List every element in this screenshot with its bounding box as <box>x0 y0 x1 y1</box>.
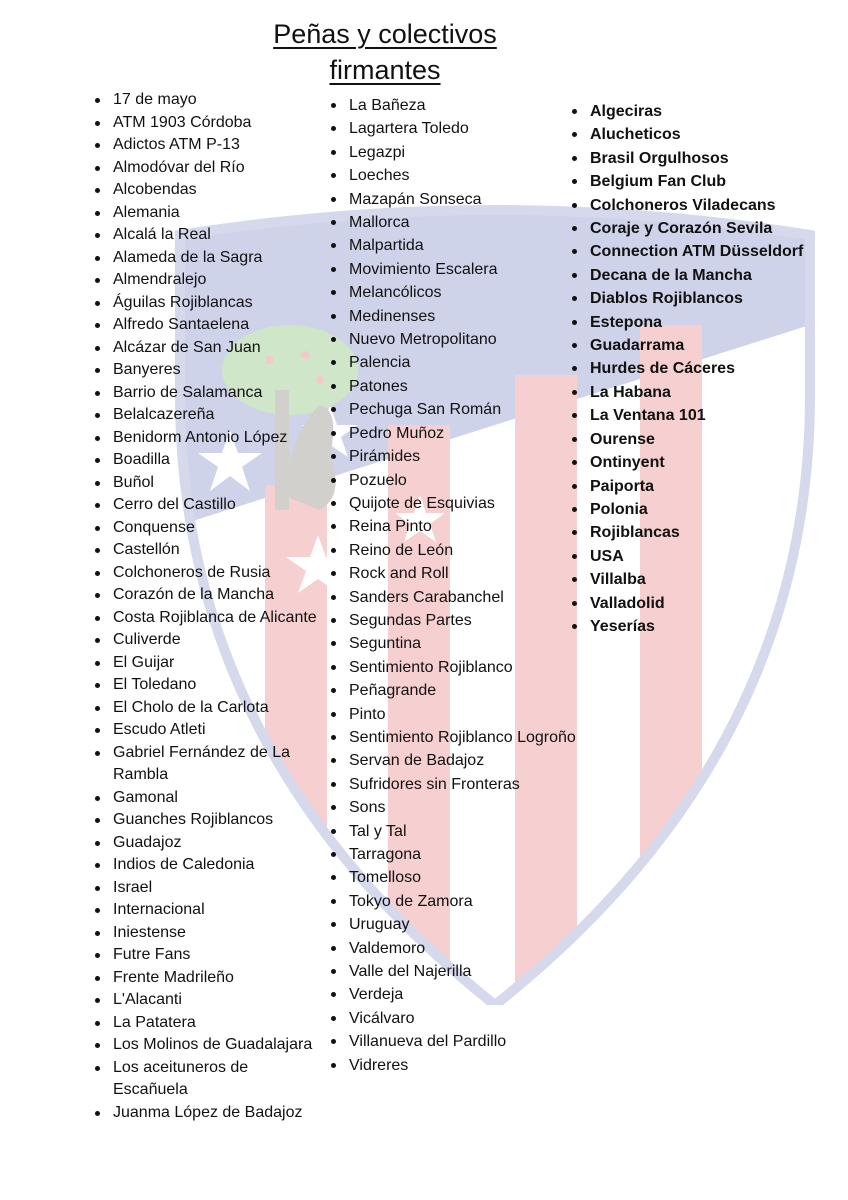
list-item: La Habana <box>590 381 840 404</box>
list-item: Connection ATM Düsseldorf <box>590 240 840 263</box>
list-item: Pinto <box>349 703 609 726</box>
list-item: Yeserías <box>590 615 840 638</box>
list-item: Pirámides <box>349 445 609 468</box>
list-item: La Bañeza <box>349 94 609 117</box>
list-item: Pedro Muñoz <box>349 422 609 445</box>
list-item: Palencia <box>349 351 609 374</box>
list-item: El Toledano <box>113 674 318 697</box>
list-item: Indios de Caledonia <box>113 854 318 877</box>
list-item: Vidreres <box>349 1054 609 1077</box>
list-item: Segundas Partes <box>349 609 609 632</box>
list-item: La Patatera <box>113 1012 318 1035</box>
list-item: Almodóvar del Río <box>113 157 318 180</box>
list-item: Tal y Tal <box>349 820 609 843</box>
list-item: USA <box>590 545 840 568</box>
list-item: Futre Fans <box>113 944 318 967</box>
list-item: Peñagrande <box>349 679 609 702</box>
list-item: Los Molinos de Guadalajara <box>113 1034 318 1057</box>
list-item: Valladolid <box>590 592 840 615</box>
list-item: Seguntina <box>349 632 609 655</box>
list-item: Vicálvaro <box>349 1007 609 1030</box>
list-item: Paiporta <box>590 475 840 498</box>
list-item: Benidorm Antonio López <box>113 427 318 450</box>
list-item: Mallorca <box>349 211 609 234</box>
list-item: Nuevo Metropolitano <box>349 328 609 351</box>
list-item: Colchoneros Viladecans <box>590 194 840 217</box>
list-item: Lagartera Toledo <box>349 117 609 140</box>
list-item: Diablos Rojiblancos <box>590 287 840 310</box>
list-item: Israel <box>113 877 318 900</box>
list-item: Gamonal <box>113 787 318 810</box>
list-item: Movimiento Escalera <box>349 258 609 281</box>
signatories-list-column-3 <box>590 100 840 638</box>
list-item: Sentimiento Rojiblanco Logroño <box>349 726 609 749</box>
list-item: Alcalá la Real <box>113 224 318 247</box>
list-item: Villanueva del Pardillo <box>349 1030 609 1053</box>
list-item: Quijote de Esquivias <box>349 492 609 515</box>
list-item: Uruguay <box>349 913 609 936</box>
list-item: Belgium Fan Club <box>590 170 840 193</box>
list-item: Guadajoz <box>113 832 318 855</box>
list-item: Algeciras <box>590 100 840 123</box>
list-item: Los aceituneros de Escañuela <box>113 1057 318 1102</box>
list-item: Cerro del Castillo <box>113 494 318 517</box>
list-item: Internacional <box>113 899 318 922</box>
list-item: Hurdes de Cáceres <box>590 357 840 380</box>
list-item: ATM 1903 Córdoba <box>113 112 318 135</box>
list-item: Melancólicos <box>349 281 609 304</box>
list-item: Costa Rojiblanca de Alicante <box>113 607 318 630</box>
list-item: Medinenses <box>349 305 609 328</box>
list-item: Alucheticos <box>590 123 840 146</box>
list-item: Gabriel Fernández de La Rambla <box>113 742 318 787</box>
list-item: Iniestense <box>113 922 318 945</box>
list-item: Reina Pinto <box>349 515 609 538</box>
list-item: Rojiblancas <box>590 521 840 544</box>
list-item: Banyeres <box>113 359 318 382</box>
list-item: Frente Madrileño <box>113 967 318 990</box>
list-item: Mazapán Sonseca <box>349 188 609 211</box>
list-item: Belalcazereña <box>113 404 318 427</box>
list-item: Pozuelo <box>349 469 609 492</box>
list-item: Reino de León <box>349 539 609 562</box>
list-item: Alcázar de San Juan <box>113 337 318 360</box>
list-item: Juanma López de Badajoz <box>113 1102 318 1125</box>
list-item: Servan de Badajoz <box>349 749 609 772</box>
list-item: Corazón de la Mancha <box>113 584 318 607</box>
signatories-list-column-1 <box>113 89 318 1124</box>
list-item: Águilas Rojiblancas <box>113 292 318 315</box>
list-item: Sanders Carabanchel <box>349 586 609 609</box>
list-item: Valle del Najerilla <box>349 960 609 983</box>
list-item: La Ventana 101 <box>590 404 840 427</box>
list-item: Decana de la Mancha <box>590 264 840 287</box>
list-item: Sufridores sin Fronteras <box>349 773 609 796</box>
list-item: Guadarrama <box>590 334 840 357</box>
list-item: Brasil Orgulhosos <box>590 147 840 170</box>
list-item: Rock and Roll <box>349 562 609 585</box>
list-item: Castellón <box>113 539 318 562</box>
list-item: Sons <box>349 796 609 819</box>
list-item: Culiverde <box>113 629 318 652</box>
list-item: Valdemoro <box>349 937 609 960</box>
list-item: Conquense <box>113 517 318 540</box>
list-item: Guanches Rojiblancos <box>113 809 318 832</box>
list-item: Escudo Atleti <box>113 719 318 742</box>
list-item: Alameda de la Sagra <box>113 247 318 270</box>
list-item: Boadilla <box>113 449 318 472</box>
list-item: Ourense <box>590 428 840 451</box>
list-item: Sentimiento Rojiblanco <box>349 656 609 679</box>
list-item: Polonia <box>590 498 840 521</box>
list-item: Villalba <box>590 568 840 591</box>
list-item: Barrio de Salamanca <box>113 382 318 405</box>
list-item: Estepona <box>590 311 840 334</box>
list-item: Verdeja <box>349 983 609 1006</box>
page-title <box>240 16 530 88</box>
list-item: Adictos ATM P-13 <box>113 134 318 157</box>
page-title-line-2: firmantes <box>329 55 441 85</box>
page-title-line-1: Peñas y colectivos <box>273 19 497 49</box>
list-item: Tokyo de Zamora <box>349 890 609 913</box>
list-item: Almendralejo <box>113 269 318 292</box>
list-item: Tomelloso <box>349 866 609 889</box>
list-item: Patones <box>349 375 609 398</box>
list-item: Legazpi <box>349 141 609 164</box>
list-item: Tarragona <box>349 843 609 866</box>
signatories-list-column-2 <box>349 94 609 1077</box>
list-item: Coraje y Corazón Sevila <box>590 217 840 240</box>
list-item: Alfredo Santaelena <box>113 314 318 337</box>
list-item: Alcobendas <box>113 179 318 202</box>
list-item: 17 de mayo <box>113 89 318 112</box>
list-item: L'Alacanti <box>113 989 318 1012</box>
list-item: Pechuga San Román <box>349 398 609 421</box>
list-item: Malpartida <box>349 234 609 257</box>
list-item: Loeches <box>349 164 609 187</box>
list-item: El Guijar <box>113 652 318 675</box>
list-item: El Cholo de la Carlota <box>113 697 318 720</box>
list-item: Buñol <box>113 472 318 495</box>
list-item: Ontinyent <box>590 451 840 474</box>
list-item: Colchoneros de Rusia <box>113 562 318 585</box>
list-item: Alemania <box>113 202 318 225</box>
